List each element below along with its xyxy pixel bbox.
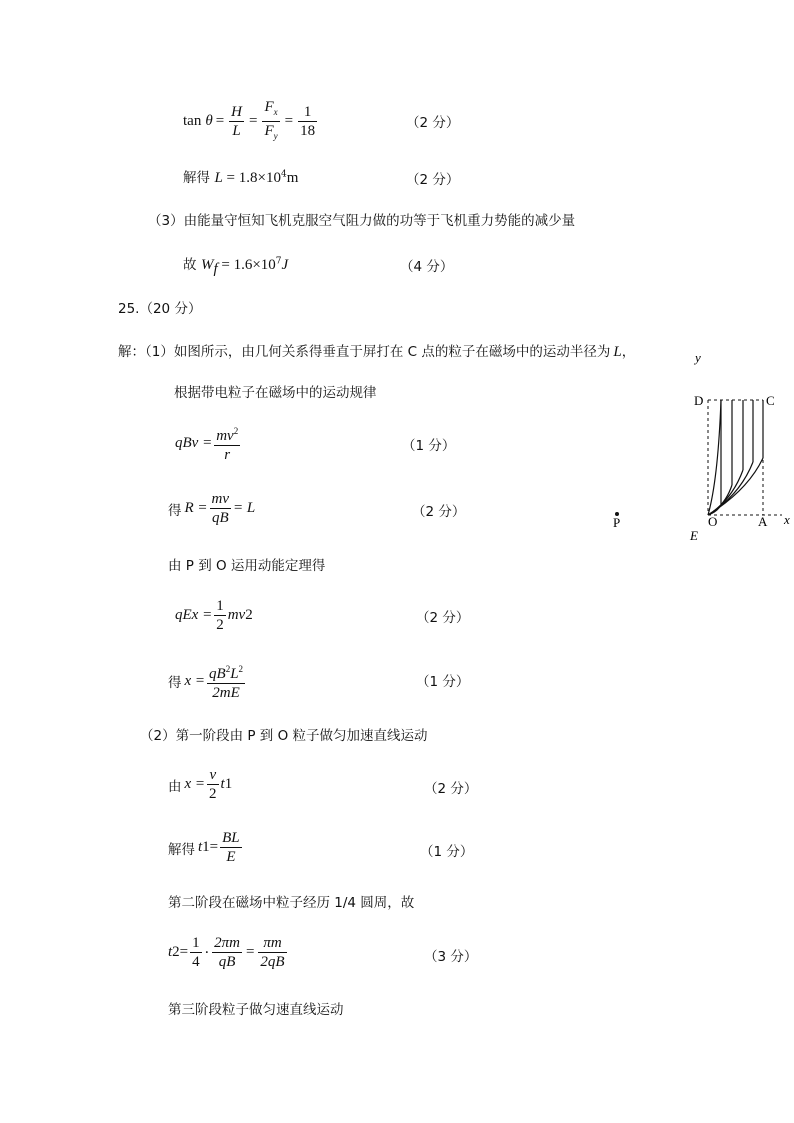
equals-sign: = <box>179 944 189 960</box>
fraction-Fx-over-Fy <box>262 98 279 145</box>
equation-L-value <box>183 166 298 187</box>
rhs: = L <box>233 500 256 516</box>
exponent: 7 <box>275 256 282 267</box>
lhs: x = <box>184 672 206 689</box>
axis-label-x: x <box>784 512 790 527</box>
axis-label-y: y <box>695 350 701 365</box>
variable: L <box>613 344 622 360</box>
fraction-numerator: v <box>207 766 219 785</box>
fraction-v-over-2 <box>207 766 219 803</box>
stage3-statement: 第三阶段粒子做匀速直线运动 <box>168 1002 344 1018</box>
q25-part1-statement <box>118 340 635 361</box>
fraction-numerator: 1 <box>298 103 317 122</box>
point-label-P: P <box>613 515 621 530</box>
statement-text: 解：（1）如图所示，由几何关系得垂直于屏打在 C 点的粒子在磁场中的运动半径为 <box>118 344 611 360</box>
score-label: （2 分） <box>406 172 460 188</box>
score-label: （2 分） <box>412 504 466 520</box>
fraction-one-half <box>214 597 226 634</box>
magnetic-field-diagram <box>600 340 794 550</box>
variable: W <box>200 257 214 273</box>
equation-tan-theta: tan θ = $\frac{H}{L}$ = $\frac{F_x}{F_y}$ = $\frac{1}{18}$ <box>183 98 319 145</box>
fraction-pim-over-2qB <box>258 934 286 971</box>
score-label: （2 分） <box>424 781 478 797</box>
expression: = 1.6×10 <box>217 257 276 273</box>
fraction-denominator: r <box>224 447 231 463</box>
equation-qBv <box>175 422 242 464</box>
exponent: 2 <box>233 426 239 436</box>
equation-x <box>168 660 247 702</box>
fraction-2pim-over-qB <box>212 934 242 971</box>
fraction-denominator: 4 <box>192 954 200 970</box>
subscript: 1 <box>202 839 210 855</box>
subscript: 1 <box>224 776 233 792</box>
fraction-numerator: BL <box>222 830 240 846</box>
prefix-text: 得 <box>168 502 182 519</box>
exponent: 2 <box>225 664 231 674</box>
score-label: （3 分） <box>424 949 478 965</box>
point-label-A: A <box>758 514 768 529</box>
variable: L <box>214 170 223 186</box>
fraction-denominator: 2mE <box>212 685 240 701</box>
exponent: 2 <box>245 607 253 623</box>
score-label: （1 分） <box>402 438 456 454</box>
equals-sign: = <box>215 113 225 129</box>
exponent: 4 <box>280 169 287 180</box>
lhs: t <box>198 839 203 855</box>
fraction-numerator: 2πm <box>214 935 240 951</box>
fraction-BL-over-E <box>220 829 242 866</box>
fraction-numerator: 1 <box>192 935 200 951</box>
fraction-mv-over-qB <box>210 490 232 527</box>
point-label-O: O <box>708 514 718 529</box>
fraction-denominator: qB <box>218 954 236 970</box>
equals-sign: = <box>209 839 219 855</box>
prefix-text: 由 <box>168 778 182 795</box>
fraction-denominator: E <box>226 849 236 865</box>
equation-qEx <box>175 597 253 634</box>
equation-x-vt <box>168 766 232 803</box>
tan-label: tan <box>183 113 202 129</box>
field-label-E: E <box>690 528 698 543</box>
subscript: x <box>273 107 278 117</box>
subscript: y <box>273 131 278 141</box>
expression: = 1.8×10 <box>222 170 281 186</box>
prefix-text: 解得 <box>183 170 210 186</box>
part3-statement: （3）由能量守恒知飞机克服空气阻力做的功等于飞机重力势能的减少量 <box>148 213 576 229</box>
score-label: （4 分） <box>400 259 454 275</box>
fraction-denominator: 2 <box>216 617 224 633</box>
unit: m <box>286 170 299 186</box>
rhs: mv <box>227 607 246 623</box>
equals-sign: = <box>245 944 255 960</box>
fraction-denominator: L <box>232 123 241 139</box>
lhs: qEx = <box>175 607 213 623</box>
fraction-1-over-18 <box>298 103 317 140</box>
fraction-denominator: 2 <box>209 786 217 802</box>
equation-Wf <box>183 253 288 278</box>
fraction-numerator: F <box>264 99 274 115</box>
lhs: R = <box>184 500 208 516</box>
P-to-O-statement: 由 P 到 O 运用动能定理得 <box>168 558 326 574</box>
fraction-denominator: 2qB <box>260 954 285 970</box>
point-label-C: C <box>766 393 775 408</box>
fraction-numerator: H <box>231 104 243 120</box>
score-label: （2 分） <box>416 610 470 626</box>
fraction-numerator: 1 <box>216 598 224 614</box>
fraction-numerator: πm <box>258 934 286 953</box>
stage2-statement: 第二阶段在磁场中粒子经历 1/4 圆周，故 <box>168 895 415 911</box>
unit: J <box>281 257 289 273</box>
trajectory-arc <box>708 400 721 515</box>
fraction-1-over-4 <box>190 934 202 971</box>
score-label: （2 分） <box>406 115 460 131</box>
equation-R <box>168 490 255 527</box>
rhs: t <box>220 776 225 792</box>
fraction-denominator: F <box>264 123 274 139</box>
part2-statement: （2）第一阶段由 P 到 O 粒子做匀加速直线运动 <box>140 728 428 744</box>
statement-punct: ， <box>621 344 636 360</box>
exponent: 2 <box>238 664 244 674</box>
subscript: 2 <box>172 944 180 960</box>
question-25-heading: 25.（20 分） <box>118 301 202 317</box>
lhs: x = <box>184 776 206 792</box>
prefix-text: 得 <box>168 675 182 691</box>
rule-statement: 根据带电粒子在磁场中的运动规律 <box>174 385 377 401</box>
fraction-numerator-L: L <box>230 666 239 682</box>
score-label: （1 分） <box>420 844 474 860</box>
theta-symbol: θ <box>205 113 213 129</box>
point-label-D: D <box>694 393 704 408</box>
fraction-numerator: mv <box>216 428 234 444</box>
equation-t2: t 2 = $\frac{1}{4}$ · $\frac{2\pi m}{qB}$ = $\frac{\pi m}{2qB}$ <box>168 935 285 970</box>
score-label: （1 分） <box>416 674 470 690</box>
fraction-qB2L2-over-2mE <box>207 660 245 702</box>
subscript: f <box>213 260 218 277</box>
fraction-denominator: 18 <box>300 123 316 139</box>
lhs: qBv = <box>175 434 213 451</box>
prefix-text: 解得 <box>168 841 195 858</box>
fraction-denominator: qB <box>211 510 229 526</box>
prefix-text: 故 <box>183 257 197 273</box>
fraction-numerator: qB <box>209 666 226 682</box>
lhs: t <box>168 944 173 960</box>
fraction-numerator: mv <box>211 491 230 507</box>
fraction-H-over-L <box>229 103 244 140</box>
fraction-mv2-over-r <box>214 422 240 464</box>
equation-t1 <box>168 829 244 866</box>
